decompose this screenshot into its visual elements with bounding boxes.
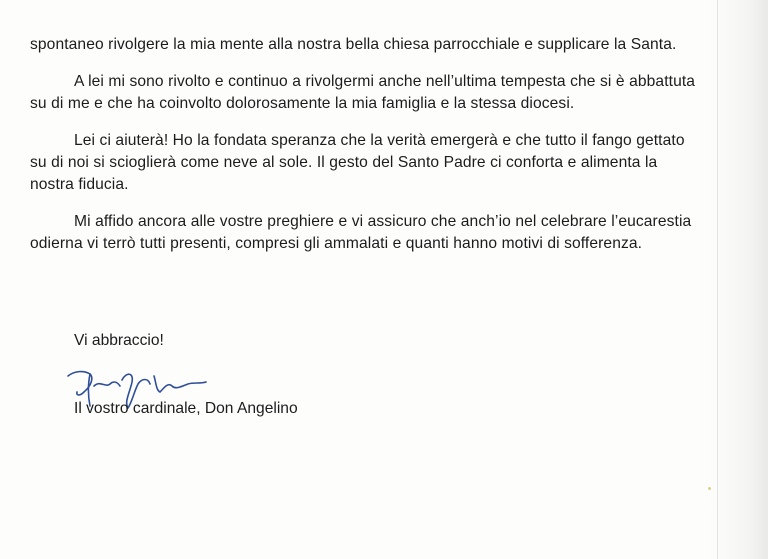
paragraph-4: Mi affido ancora alle vostre preghiere e vi assicuro che anch’io nel celebrare l’eucarestia odierna vi terrò tutti presenti, compresi gli ammalati e quanti hanno motivi di sofferenza. xyxy=(30,213,692,252)
letter-body xyxy=(30,34,702,270)
closing-greeting: Vi abbraccio! xyxy=(74,332,164,349)
signature-stroke-5 xyxy=(154,376,206,392)
paper-speck xyxy=(708,487,711,490)
paragraph-2: A lei mi sono rivolto e continuo a rivolgermi anche nell’ultima tempesta che si è abbattuta su di me e che ha coinvolto dolorosamente la mia famiglia e la stessa diocesi. xyxy=(30,73,696,112)
page-edge-shadow xyxy=(710,0,768,559)
page-fold-line xyxy=(717,0,718,559)
paragraph-3: Lei ci aiuterà! Ho la fondata speranza che la verità emergerà e che tutto il fango gettato su di noi si scioglierà come neve al sole. Il gesto del Santo Padre ci conforta e alimenta la nostra fiducia. xyxy=(30,132,685,193)
paragraph-1: spontaneo rivolgere la mia mente alla nostra bella chiesa parrocchiale e supplicare la Santa. xyxy=(30,36,677,53)
signature-stroke-3 xyxy=(94,382,120,386)
signature-line: Il vostro cardinale, Don Angelino xyxy=(74,400,298,417)
